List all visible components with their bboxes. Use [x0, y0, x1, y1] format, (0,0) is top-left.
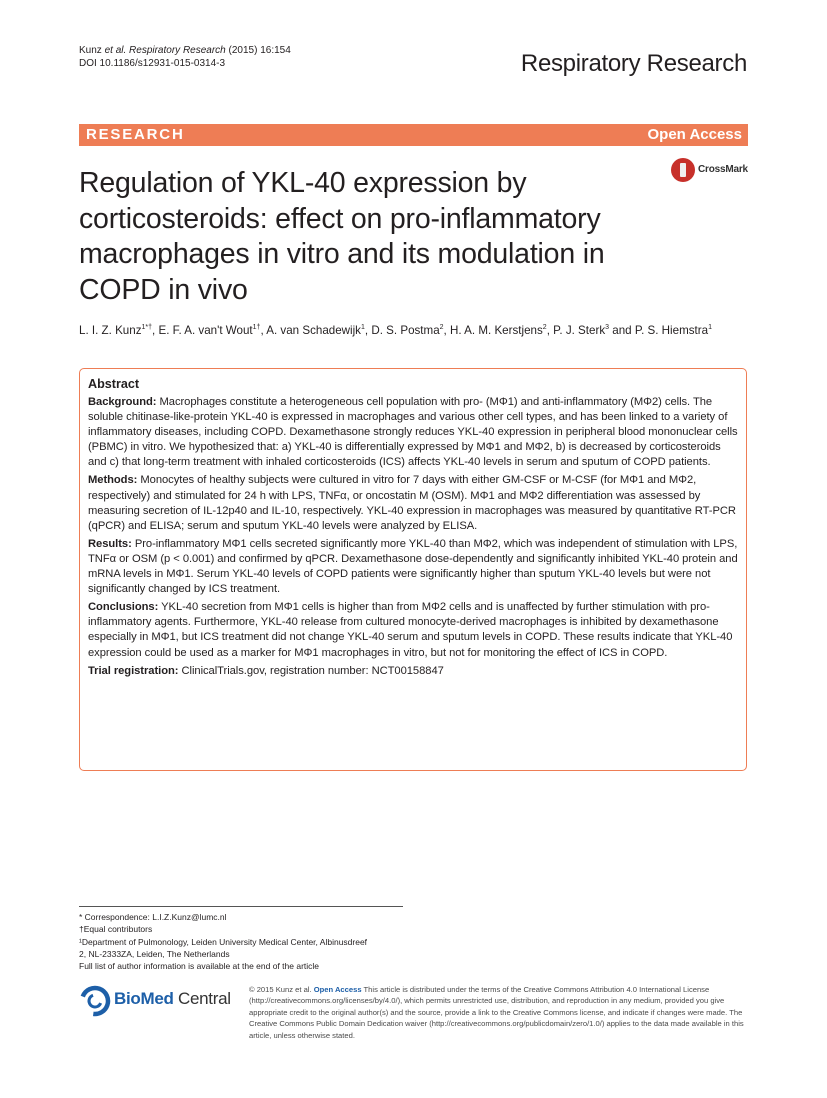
crossmark-label: CrossMark — [698, 164, 748, 175]
article-title: Regulation of YKL-40 expression by corticosteroids: effect on pro-inflammatory macrophages in vitro and its modulation in COPD in vivo — [79, 167, 605, 306]
abstract-conclusions: Conclusions: YKL-40 secretion from MΦ1 cells is higher than from MΦ2 cells and is unaffected by further stimulation with pro-inflammatory agents. Furthermore, YKL-40 release from cultured monocyte-derived macrophages is inhibited by dexamethasone especially in MΦ1, but ICS treatment did not change YKL-40 serum and sputum levels in COPD. These results indicate that YKL-40 expression could be used as a marker for MΦ1 macrophages in vitro, but not for monitoring the effect of ICS in COPD. — [88, 601, 733, 659]
citation-journal: et al. Respiratory Research — [104, 45, 226, 56]
abstract-results: Results: Pro-inflammatory MΦ1 cells secreted significantly more YKL-40 than MΦ2, which was independent of stimulation with LPS, TNFα or OSM (p < 0.001) and confirmed by qPCR. Dexamethasone dose-dependently and significantly inhibited YKL-40 protein and mRNA levels in MΦ1. Serum YKL-40 levels of COPD patients were significantly higher than sputum YKL-40 levels but were not significantly changed by ICS treatment. — [88, 537, 738, 596]
crossmark-button[interactable] — [671, 158, 751, 184]
affiliation-note: ¹Department of Pulmonology, Leiden University Medical Center, Albinusdreef — [79, 936, 368, 947]
citation-header — [79, 44, 291, 70]
author-affiliation-marker: 3 — [605, 324, 610, 331]
biomed-central-logo[interactable] — [79, 984, 239, 1018]
author-name: L. I. Z. Kunz — [79, 324, 142, 337]
abstract-heading: Abstract — [88, 377, 140, 391]
author-name: P. J. Sterk — [553, 324, 606, 337]
correspondence-note[interactable]: * Correspondence: L.I.Z.Kunz@lumc.nl — [79, 912, 227, 922]
license-statement: © 2015 Kunz et al. Open Access This article is distributed under the terms of the Creative Commons Attribution 4.0 International License (http://creativecommons.org/licenses/by/4.0/), which permits unrestricted use, distribution, and reproduction in any medium, provided you give appropriate credit to the original author(s) and the source, provide a link to the Creative Commons license, and indicate if changes were made. The Creative Commons Public Domain Dedication waiver (http://creativecommons.org/publicdomain/zero/1.0/) applies to the data made available in this article, unless otherwise stated. — [249, 985, 744, 1040]
author-affiliation-marker: 1† — [252, 324, 261, 331]
footnotes — [79, 911, 419, 972]
abstract-background: Background: Macrophages constitute a heterogeneous cell population with pro- (MΦ1) and anti-inflammatory (MΦ2) cells. The soluble chitinase-like-protein YKL-40 is expressed in macrophages and various other cell types, and has been linked to a variety of inflammatory diseases, including COPD. Dexamethasone strongly reduces YKL-40 expression in peripheral blood mononuclear cells (PBMC) in vitro. We hypothesized that: a) YKL-40 is differentially expressed by MΦ1 and MΦ2, b) is decreased by corticosteroids and c) that long-term treatment with inhaled corticosteroids (ICS) affects YKL-40 levels in serum and sputum of COPD patients. — [88, 396, 738, 469]
author-affiliation-marker: 2 — [542, 324, 547, 331]
author-affiliation-marker: 1 — [708, 324, 712, 331]
abstract-methods: Methods: Monocytes of healthy subjects were cultured in vitro for 7 days with either GM-CSF or M-CSF (for MΦ1 and MΦ2, respectively) and stimulated for 24 h with LPS, TNFα, or oncostatin M (OSM). MΦ1 and MΦ2 differentiation was assessed by measuring secretion of IL-12p40 and IL-10, respectively. YKL-40 expression in macrophages was measured by quantitative RT-PCR (qPCR) and ELISA; serum and sputum YKL-40 levels were analyzed by ELISA. — [88, 474, 736, 532]
author-info-note: Full list of author information is available at the end of the article — [79, 961, 320, 972]
author-separator: , — [152, 324, 159, 337]
author-separator: , — [364, 324, 372, 337]
author-list — [79, 320, 779, 339]
doi[interactable]: DOI 10.1186/s12931-015-0314-3 — [79, 58, 226, 69]
publisher-name: BioMed Central — [114, 989, 231, 1008]
citation-authors: Kunz — [79, 45, 105, 56]
author-name: H. A. M. Kerstjens — [450, 324, 543, 337]
author-separator: , — [443, 324, 450, 337]
author-name: A. van Schadewijk — [266, 324, 361, 337]
abstract-trial-registration: Trial registration: ClinicalTrials.gov, registration number: NCT00158847 — [88, 664, 444, 677]
journal-name: Respiratory Research — [520, 50, 747, 77]
author-separator: , — [546, 324, 554, 337]
citation-volume: (2015) 16:154 — [225, 45, 291, 56]
author-name: E. F. A. van't Wout — [158, 324, 253, 337]
abstract-box — [79, 368, 747, 771]
biomed-central-icon — [79, 985, 111, 1017]
author-affiliation-marker: 1 — [360, 324, 365, 331]
author-affiliation-marker: 1*† — [141, 324, 153, 331]
affiliation-note-cont: 2, NL-2333ZA, Leiden, The Netherlands — [79, 948, 230, 959]
article-type-banner — [79, 124, 748, 146]
citation-line — [79, 44, 291, 57]
open-access-label: Open Access — [647, 126, 742, 143]
author-separator: , — [260, 324, 267, 337]
author-separator: and — [609, 324, 635, 337]
section-label: RESEARCH — [86, 126, 185, 143]
equal-contributors-note: †Equal contributors — [79, 924, 153, 935]
author-affiliation-marker: 2 — [439, 324, 444, 331]
footnote-divider — [79, 906, 403, 907]
author-name: P. S. Hiemstra — [634, 324, 709, 337]
author-name: D. S. Postma — [371, 324, 440, 337]
